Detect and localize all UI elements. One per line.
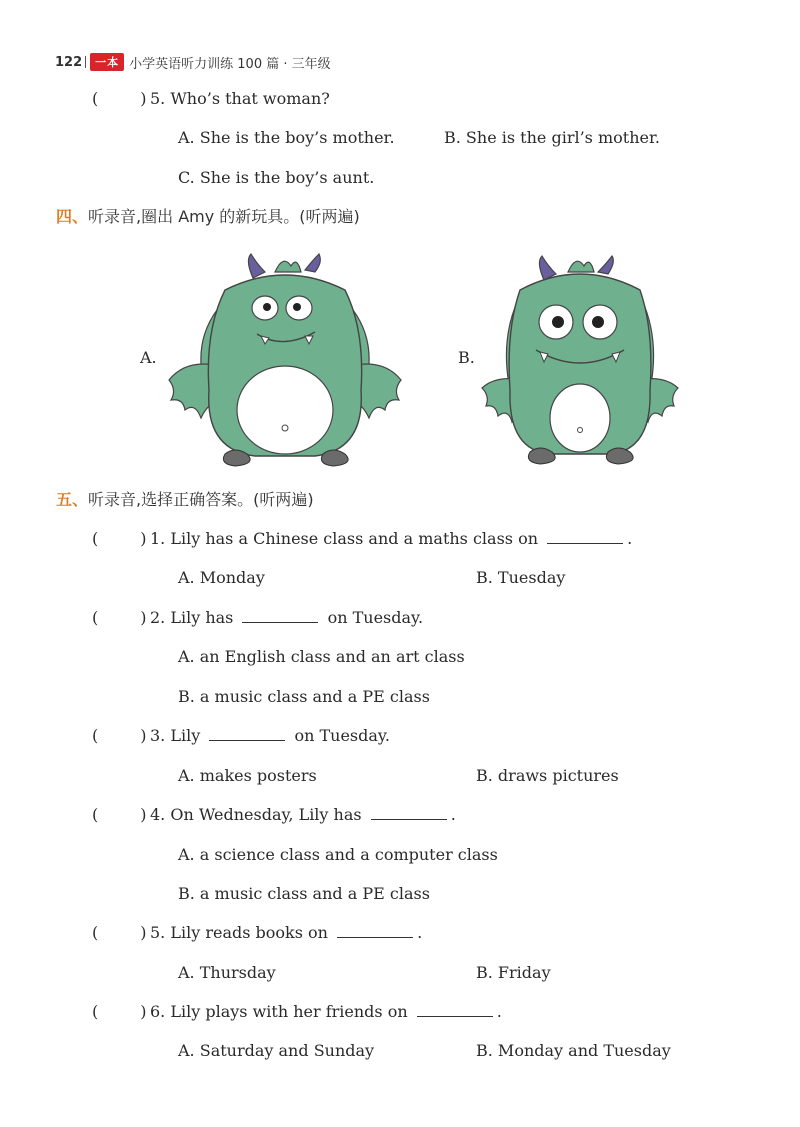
option-c: C. She is the boy’s aunt. [178,168,375,187]
picture-b-label: B. [458,348,475,367]
option-a: A. She is the boy’s mother. [178,128,395,147]
option-a: A. a science class and a computer class [178,845,498,864]
answer-blank[interactable] [242,608,318,623]
option-b: B. a music class and a PE class [178,687,430,706]
question-1: ( ) 1. Lily has a Chinese class and a maths class on . [92,529,633,548]
option-b: B. Friday [476,963,551,982]
answer-blank[interactable] [547,529,623,544]
header-divider [85,56,86,68]
option-b: B. Tuesday [476,568,566,587]
prev-question-5 [92,88,330,110]
option-a: A. makes posters [178,766,317,785]
question-6: ( ) 6. Lily plays with her friends on . [92,1002,502,1021]
question-2: ( ) 2. Lily has on Tuesday. [92,608,424,627]
answer-blank[interactable] [209,726,285,741]
book-title: 小学英语听力训练 100 篇 · 三年级 [129,56,331,72]
answer-paren[interactable]: ( ) [92,89,147,108]
option-b: B. draws pictures [476,766,619,785]
green-monster-icon[interactable] [480,250,680,470]
option-a: A. Thursday [178,963,276,982]
question-3: ( ) 3. Lily on Tuesday. [92,726,390,745]
green-monster-icon[interactable] [165,250,405,470]
page-number: 122 [55,54,83,70]
option-a: A. Monday [178,568,265,587]
answer-blank[interactable] [417,1002,493,1017]
answer-paren[interactable]: ( ) [92,805,147,824]
option-a: A. an English class and an art class [178,647,465,666]
question-text: 5. Who’s that woman? [150,89,330,108]
answer-paren[interactable]: ( ) [92,608,147,627]
option-b: B. She is the girl’s mother. [444,128,660,147]
option-b: B. a music class and a PE class [178,884,430,903]
question-4: ( ) 4. On Wednesday, Lily has . [92,805,456,824]
answer-paren[interactable]: ( ) [92,529,147,548]
section-4-title: 四、听录音,圈出 Amy 的新玩具。(听两遍) [56,207,360,226]
page-header [55,52,331,72]
answer-paren[interactable]: ( ) [92,923,147,942]
brand-logo: 一本 [90,53,124,71]
picture-a-label: A. [140,348,157,367]
option-a: A. Saturday and Sunday [178,1041,375,1060]
answer-blank[interactable] [371,805,447,820]
question-5: ( ) 5. Lily reads books on . [92,923,423,942]
answer-blank[interactable] [337,923,413,938]
answer-paren[interactable]: ( ) [92,1002,147,1021]
option-b: B. Monday and Tuesday [476,1041,671,1060]
answer-paren[interactable]: ( ) [92,726,147,745]
section-5-title: 五、听录音,选择正确答案。(听两遍) [56,490,314,509]
